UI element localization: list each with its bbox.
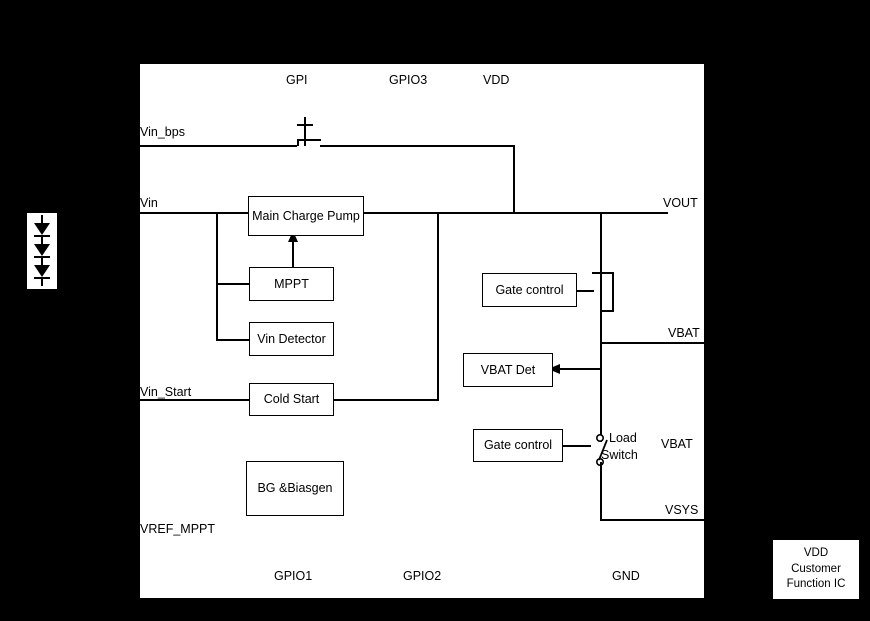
wire-vin-bps-right bbox=[320, 145, 514, 147]
pin-label-vdd-top: VDD bbox=[483, 73, 510, 87]
wire-vsys-down bbox=[600, 462, 602, 520]
block-label-gate-control-top: Gate control bbox=[495, 282, 564, 297]
block-label-bg-biasgen: BG &Biasgen bbox=[257, 481, 333, 496]
block-label-vbat-det: VBAT Det bbox=[480, 362, 536, 377]
pin-label-vbat-bottom: VBAT bbox=[661, 437, 693, 451]
block-gate-control-bottom[interactable] bbox=[473, 429, 563, 462]
wire-load-switch-gate bbox=[559, 445, 591, 447]
block-gate-control-top[interactable] bbox=[482, 273, 577, 307]
block-vin-detector[interactable] bbox=[249, 322, 334, 356]
wire-bat-fet-channel bbox=[600, 272, 602, 312]
customer-function-ic[interactable] bbox=[772, 539, 860, 600]
wire-bat-fet-right bbox=[612, 272, 614, 312]
wire-vin-to-mppt bbox=[216, 283, 250, 285]
wire-bypass-fet-source-step bbox=[297, 139, 321, 141]
photodiode-stack bbox=[26, 212, 58, 290]
pin-label-vsys: VSYS bbox=[665, 503, 699, 517]
wire-bypass-fet-gate-lead bbox=[304, 117, 306, 125]
pin-label-gpio1: GPIO1 bbox=[274, 569, 313, 583]
block-label-vin-detector: Vin Detector bbox=[257, 331, 326, 346]
arrow-vbat-to-det bbox=[548, 363, 602, 375]
pin-label-vin-start: Vin_Start bbox=[140, 385, 192, 399]
customer-ic-line3: Function IC bbox=[786, 578, 846, 591]
block-main-charge-pump[interactable] bbox=[248, 196, 364, 236]
wire-coldstart-up bbox=[437, 212, 439, 401]
pin-label-vin: Vin bbox=[140, 196, 158, 210]
annotation-load: Load bbox=[609, 431, 637, 445]
pin-label-gpi: GPI bbox=[286, 73, 308, 87]
arrow-mppt-to-charge-pump bbox=[286, 231, 300, 269]
wire-vbat-pin bbox=[600, 342, 706, 344]
customer-ic-line2: Customer bbox=[791, 562, 841, 575]
annotation-switch: Switch bbox=[601, 448, 638, 462]
wire-coldstart-out bbox=[333, 399, 437, 401]
wire-vin-to-vindet bbox=[216, 339, 250, 341]
block-vbat-det[interactable] bbox=[463, 353, 553, 387]
wire-vout-down bbox=[600, 212, 602, 274]
wire-vin-bps-left bbox=[138, 145, 297, 147]
block-cold-start[interactable] bbox=[249, 383, 334, 416]
pin-label-vin-bps: Vin_bps bbox=[140, 125, 185, 139]
wire-vin-start bbox=[138, 399, 249, 401]
wire-vin-rail bbox=[138, 212, 249, 214]
block-label-mppt: MPPT bbox=[274, 276, 309, 291]
block-label-gate-control-bottom: Gate control bbox=[483, 438, 553, 453]
block-label-cold-start: Cold Start bbox=[263, 392, 320, 407]
customer-ic-vdd-label: VDD bbox=[803, 547, 829, 560]
wire-mcp-out bbox=[363, 212, 668, 214]
pin-label-gpio3: GPIO3 bbox=[389, 73, 428, 87]
block-mppt[interactable] bbox=[249, 267, 334, 301]
pin-label-vref-mppt: VREF_MPPT bbox=[140, 522, 216, 536]
wire-bypass-fet-drain-step bbox=[297, 139, 299, 146]
pin-label-gnd: GND bbox=[612, 569, 640, 583]
pin-label-gpio2: GPIO2 bbox=[403, 569, 442, 583]
block-bg-biasgen[interactable] bbox=[246, 461, 344, 516]
photodiode-stack-symbol bbox=[27, 213, 57, 289]
wire-bypass-fet-channel bbox=[304, 124, 306, 146]
wire-vdd-drop bbox=[513, 145, 515, 212]
wire-vsys-pin bbox=[600, 519, 706, 521]
wire-vbat-node bbox=[600, 310, 602, 442]
pin-label-vout: VOUT bbox=[663, 196, 698, 210]
pin-label-vbat-top: VBAT bbox=[668, 326, 700, 340]
wire-vin-branch-down bbox=[216, 212, 218, 340]
block-label-main-charge-pump: Main Charge Pump bbox=[252, 208, 360, 223]
